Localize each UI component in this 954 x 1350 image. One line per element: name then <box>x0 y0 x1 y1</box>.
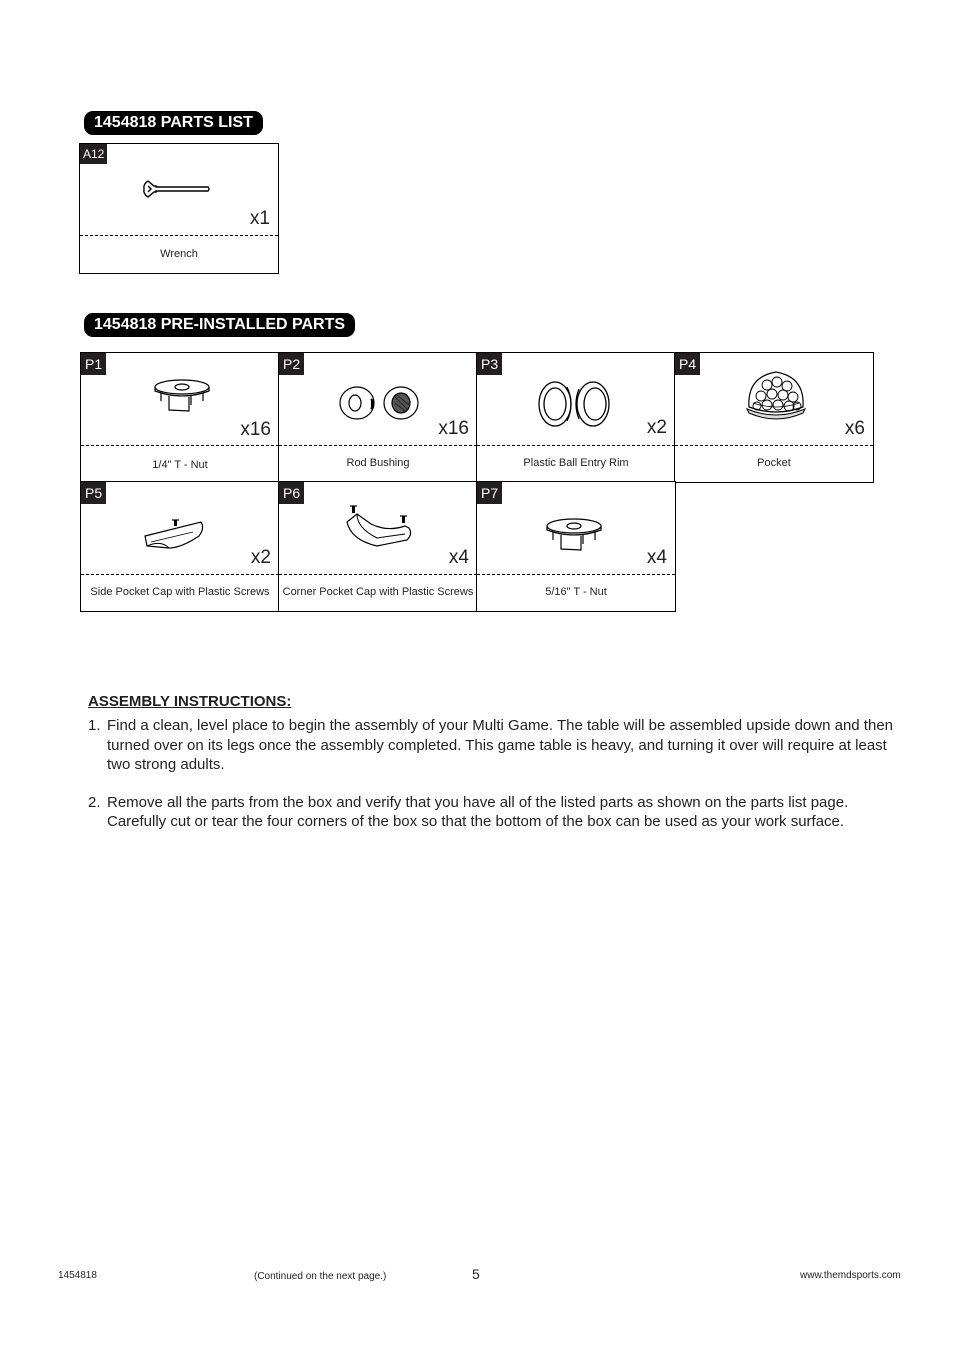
step-text: Find a clean, level place to begin the assembly of your Multi Game. The table will be assembled upside down and then turned over on its legs once the assembly completed. This game table is heavy, and turning it over will require at least two strong adults. <box>107 717 894 773</box>
part-card-p1 <box>80 352 280 483</box>
footer-website: www.themdsports.com <box>800 1270 901 1281</box>
assembly-heading: ASSEMBLY INSTRUCTIONS: <box>88 693 292 710</box>
part-code: A12 <box>80 144 107 164</box>
part-quantity: x4 <box>646 547 667 568</box>
part-card-p4 <box>674 352 874 483</box>
part-name: 1/4" T - Nut <box>152 459 208 471</box>
part-card-p7 <box>476 481 676 612</box>
part-code: P7 <box>477 482 502 504</box>
part-quantity: x6 <box>844 418 865 439</box>
part-code: P1 <box>81 353 106 375</box>
footer-model-number: 1454818 <box>58 1270 97 1281</box>
ball-entry-rim-icon <box>533 377 617 431</box>
dashed-divider <box>477 445 675 446</box>
part-quantity: x2 <box>646 417 667 438</box>
dashed-divider <box>279 445 477 446</box>
step-text: Remove all the parts from the box and verify that you have all of the listed parts as shown on the parts list page. Carefully cut or tear the four corners of the box so that the bottom of the box can be used as your work surface. <box>107 793 849 830</box>
part-quantity: x1 <box>249 208 270 229</box>
dashed-divider <box>81 574 279 575</box>
part-card-p3 <box>476 352 676 483</box>
page-number: 5 <box>472 1266 480 1282</box>
part-card-p6 <box>278 481 478 612</box>
part-code: P5 <box>81 482 106 504</box>
side-pocket-cap-icon <box>141 518 207 552</box>
wrench-icon <box>142 178 212 200</box>
parts-list-heading: 1454818 PARTS LIST <box>84 111 263 135</box>
dashed-divider <box>279 574 477 575</box>
part-quantity: x16 <box>240 419 271 440</box>
part-quantity: x4 <box>448 547 469 568</box>
part-name: 5/16" T - Nut <box>545 586 607 598</box>
part-quantity: x16 <box>438 418 469 439</box>
dashed-divider <box>477 574 675 575</box>
part-code: P3 <box>477 353 502 375</box>
part-code: P2 <box>279 353 304 375</box>
assembly-step-2 <box>88 793 908 832</box>
part-card-p5 <box>80 481 280 612</box>
preinstalled-heading: 1454818 PRE-INSTALLED PARTS <box>84 313 355 337</box>
t-nut-icon <box>543 516 605 552</box>
part-name: Side Pocket Cap with Plastic Screws <box>90 586 270 598</box>
part-name: Plastic Ball Entry Rim <box>523 457 629 469</box>
part-name: Rod Bushing <box>346 457 410 469</box>
part-name: Pocket <box>757 457 791 469</box>
t-nut-icon <box>151 377 213 413</box>
part-code: P6 <box>279 482 304 504</box>
part-name: Corner Pocket Cap with Plastic Screws <box>282 586 474 598</box>
dashed-divider <box>81 445 279 446</box>
rod-bushing-icon <box>337 383 423 423</box>
pocket-net-icon <box>743 369 809 427</box>
corner-pocket-cap-icon <box>343 504 415 550</box>
assembly-instructions <box>88 692 908 832</box>
dashed-divider <box>80 235 278 236</box>
step-number: 2. <box>88 793 101 811</box>
part-card-a12 <box>79 143 279 274</box>
part-quantity: x2 <box>250 547 271 568</box>
part-card-p2 <box>278 352 478 483</box>
part-code: P4 <box>675 353 700 375</box>
part-name: Wrench <box>160 248 198 260</box>
assembly-step-1 <box>88 716 908 775</box>
footer-continued-note: (Continued on the next page.) <box>254 1271 387 1282</box>
dashed-divider <box>675 445 873 446</box>
step-number: 1. <box>88 717 101 734</box>
